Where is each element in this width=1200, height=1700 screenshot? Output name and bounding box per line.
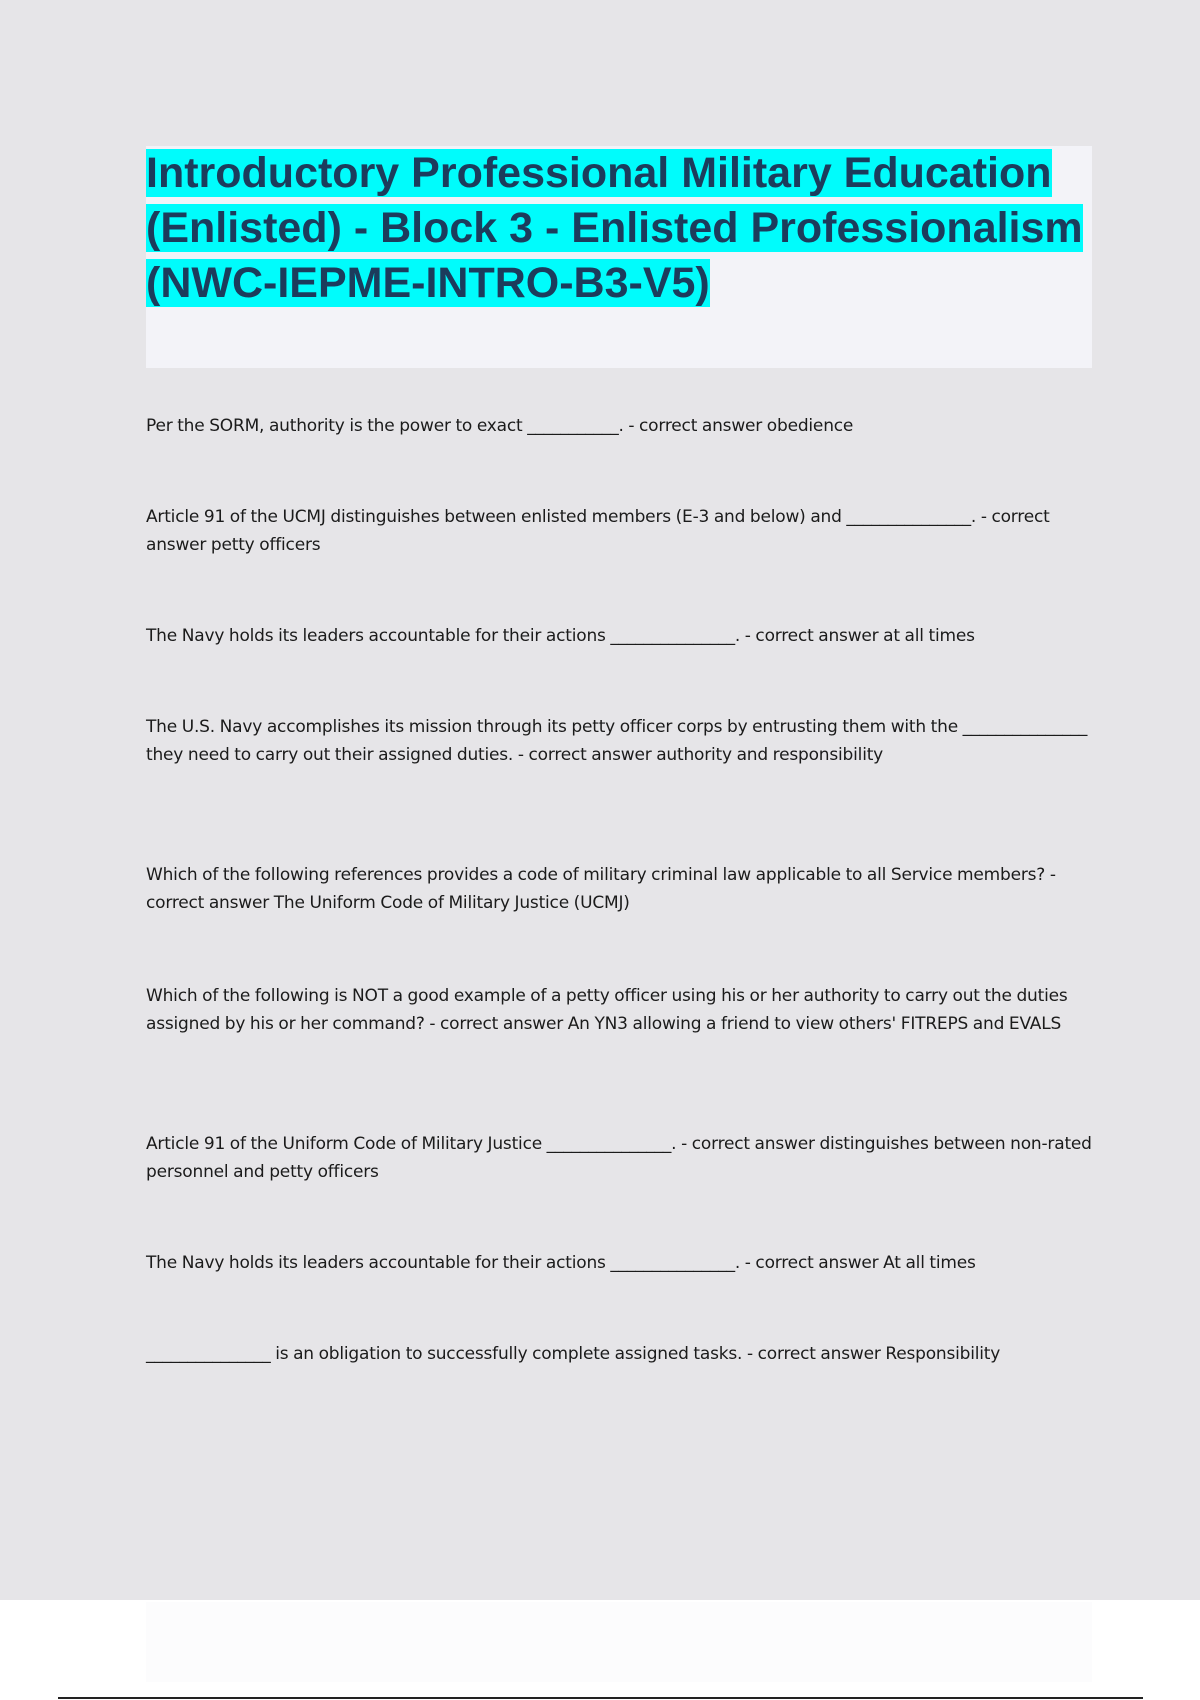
qa-item-7: Article 91 of the Uniform Code of Military Justice _______________. - correct answer distinguishes between non-rated personnel and petty officers — [146, 1134, 1092, 1182]
qa-item-1: Per the SORM, authority is the power to exact ___________. - correct answer obedience — [146, 416, 854, 436]
qa-item-9: _______________ is an obligation to successfully complete assigned tasks. - correct answer Responsibility — [146, 1344, 1001, 1364]
page-divider-line — [58, 1697, 1143, 1699]
next-page-top — [146, 1602, 1092, 1682]
qa-item-5: Which of the following references provides a code of military criminal law applicable to all Service members? - correct answer The Uniform Code of Military Justice (UCMJ) — [146, 865, 1056, 913]
qa-item-3: The Navy holds its leaders accountable for their actions _______________. - correct answer at all times — [146, 626, 975, 646]
title-block — [146, 146, 1092, 368]
qa-item-8: The Navy holds its leaders accountable for their actions _______________. - correct answer At all times — [146, 1253, 976, 1273]
document-title-highlight: Introductory Professional Military Education (Enlisted) - Block 3 - Enlisted Professionalism (NWC-IEPME-INTRO-B3-V5) — [146, 149, 1083, 307]
qa-item-6: Which of the following is NOT a good example of a petty officer using his or her authority to carry out the duties assigned by his or her command? - correct answer An YN3 allowing a friend to view others' FITREPS and EVALS — [146, 986, 1068, 1034]
document-title — [146, 146, 1092, 311]
qa-item-4: The U.S. Navy accomplishes its mission through its petty officer corps by entrusting them with the _______________ they need to carry out their assigned duties. - correct answer authority and responsibility — [146, 717, 1088, 765]
qa-item-2: Article 91 of the UCMJ distinguishes between enlisted members (E-3 and below) and _______________. - correct answer petty officers — [146, 507, 1050, 555]
